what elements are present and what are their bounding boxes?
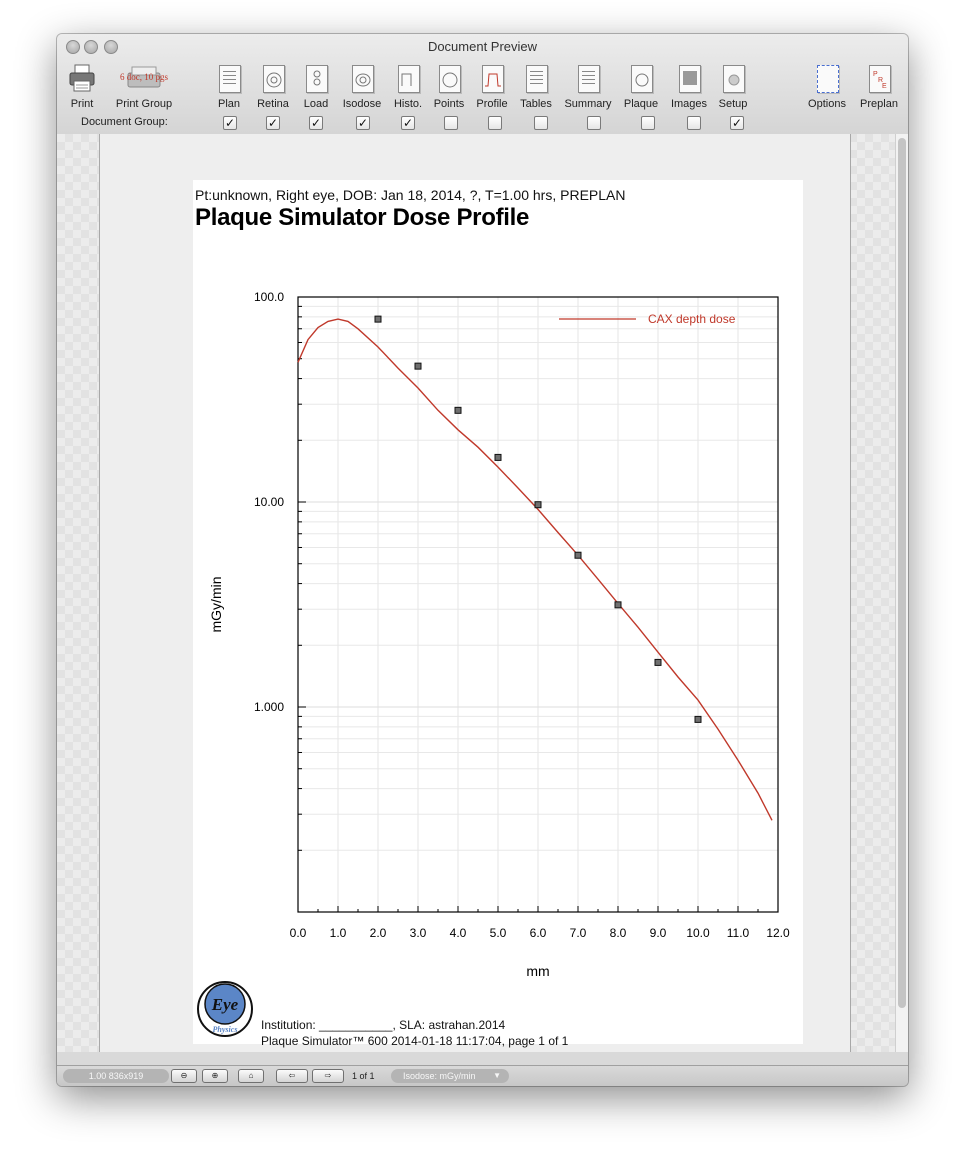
x-tick-label: 8.0 — [609, 926, 627, 940]
svg-text:Eye: Eye — [211, 995, 239, 1014]
print-group-icon — [114, 63, 174, 93]
document-group-label: Document Group: — [81, 116, 168, 128]
group-checkbox-images[interactable] — [687, 116, 701, 130]
x-tick-label: 10.0 — [686, 926, 710, 940]
x-tick-label: 3.0 — [409, 926, 427, 940]
zoom-readout: 1.00 836x919 — [63, 1069, 169, 1083]
retina-document-icon — [259, 63, 287, 93]
preplan-button[interactable]: P R E Preplan — [856, 63, 902, 113]
document-group-bar — [57, 113, 908, 133]
measured-point — [575, 552, 581, 558]
measured-point — [455, 407, 461, 413]
group-checkbox-plaque[interactable] — [641, 116, 655, 130]
print-group-button[interactable]: 6 doc, 10 pgs Print Group — [109, 63, 179, 113]
plaque-document-icon — [627, 63, 655, 93]
toolbar-isodose-button[interactable]: Isodose — [339, 63, 385, 113]
x-tick-label: 1.0 — [329, 926, 347, 940]
group-checkbox-load[interactable]: ✓ — [310, 116, 322, 130]
measured-point — [375, 316, 381, 322]
scrollbar-thumb[interactable] — [898, 138, 906, 1008]
measured-point — [615, 602, 621, 608]
x-tick-label: 4.0 — [449, 926, 467, 940]
page-title: Plaque Simulator Dose Profile — [195, 204, 530, 231]
print-button[interactable]: Print — [65, 63, 99, 113]
x-tick-label: 9.0 — [649, 926, 667, 940]
dose-profile-chart — [193, 180, 803, 980]
previous-page-button[interactable]: ⇦ — [276, 1069, 308, 1083]
preplan-icon — [865, 63, 893, 93]
next-page-button[interactable]: ⇨ — [312, 1069, 344, 1083]
load-document-icon — [302, 63, 330, 93]
zoom-in-button[interactable]: ⊕ — [202, 1069, 228, 1083]
version-footer: Plaque Simulator™ 600 2014-01-18 11:17:04, page 1 of 1 — [261, 1034, 569, 1048]
eye-physics-logo — [196, 980, 254, 1038]
y-tick-label: 100.0 — [253, 290, 284, 304]
page-count: 1 of 1 — [352, 1071, 375, 1081]
group-checkbox-summary[interactable] — [587, 116, 601, 130]
y-axis-label: mGy/min — [208, 576, 224, 633]
toolbar-retina-button[interactable]: Retina — [253, 63, 293, 113]
toolbar-summary-button[interactable]: Summary — [562, 63, 614, 113]
group-checkbox-profile[interactable] — [488, 116, 502, 130]
zoom-out-button[interactable]: ⊖ — [171, 1069, 197, 1083]
group-checkbox-tables[interactable] — [534, 116, 548, 130]
chevron-down-icon: ▼ — [493, 1071, 501, 1080]
group-checkbox-retina[interactable]: ✓ — [267, 116, 279, 130]
x-tick-label: 5.0 — [489, 926, 507, 940]
options-icon — [813, 63, 841, 93]
toolbar-load-button[interactable]: Load — [298, 63, 334, 113]
isodose-document-icon — [348, 63, 376, 93]
x-tick-label: 7.0 — [569, 926, 587, 940]
y-tick-label: 1.000 — [253, 700, 284, 714]
setup-document-icon — [719, 63, 747, 93]
home-button[interactable]: ⌂ — [238, 1069, 264, 1083]
measured-point — [655, 659, 661, 665]
toolbar-points-button[interactable]: Points — [431, 63, 467, 113]
title-bar — [57, 34, 908, 147]
toolbar-images-button[interactable]: Images — [667, 63, 711, 113]
tables-document-icon — [522, 63, 550, 93]
group-checkbox-setup[interactable]: ✓ — [731, 116, 743, 130]
patient-header: Pt:unknown, Right eye, DOB: Jan 18, 2014, ?, T=1.00 hrs, PREPLAN — [195, 187, 626, 203]
isodose-select-value: Isodose: mGy/min — [403, 1071, 476, 1081]
options-button[interactable]: Options — [804, 63, 850, 113]
status-bar — [57, 1065, 908, 1086]
isodose-units-select[interactable] — [391, 1069, 509, 1083]
printer-icon — [68, 63, 96, 93]
toolbar-plaque-button[interactable]: Plaque — [621, 63, 661, 113]
print-group-badge: 6 doc, 10 pgs — [120, 72, 168, 82]
group-checkbox-histo[interactable]: ✓ — [402, 116, 414, 130]
cax-depth-dose-curve — [298, 319, 772, 820]
vertical-scrollbar[interactable] — [895, 134, 908, 1052]
profile-document-icon — [478, 63, 506, 93]
measured-point — [415, 363, 421, 369]
page-area — [99, 134, 851, 1052]
toolbar-plan-button[interactable]: Plan — [211, 63, 247, 113]
x-tick-label: 0.0 — [289, 926, 307, 940]
institution-footer: Institution: ___________, SLA: astrahan.2014 — [261, 1018, 506, 1032]
group-checkbox-isodose[interactable]: ✓ — [357, 116, 369, 130]
measured-point — [495, 454, 501, 460]
measured-point — [695, 716, 701, 722]
images-document-icon — [675, 63, 703, 93]
window-title: Document Preview — [427, 39, 538, 54]
toolbar-setup-button[interactable]: Setup — [715, 63, 751, 113]
x-tick-label: 6.0 — [529, 926, 547, 940]
preview-content-area — [57, 134, 908, 1052]
histogram-document-icon — [394, 63, 422, 93]
svg-text:E: E — [882, 83, 887, 90]
x-axis-label: mm — [526, 963, 550, 979]
toolbar-histo-button[interactable]: Histo. — [390, 63, 426, 113]
plan-document-icon — [215, 63, 243, 93]
toolbar-profile-button[interactable]: Profile — [473, 63, 511, 113]
summary-document-icon — [574, 63, 602, 93]
svg-text:R: R — [878, 77, 884, 84]
x-tick-label: 2.0 — [369, 926, 387, 940]
toolbar-tables-button[interactable]: Tables — [517, 63, 555, 113]
svg-text:P: P — [873, 71, 878, 78]
y-tick-label: 10.00 — [253, 495, 284, 509]
legend-label: CAX depth dose — [648, 312, 736, 326]
group-checkbox-points[interactable] — [444, 116, 458, 130]
x-tick-label: 12.0 — [766, 926, 790, 940]
measured-point — [535, 502, 541, 508]
document-preview-window — [57, 34, 908, 1086]
x-tick-label: 11.0 — [726, 926, 750, 940]
document-page — [193, 180, 803, 1048]
svg-text:Physics: Physics — [212, 1025, 238, 1034]
points-document-icon — [435, 63, 463, 93]
group-checkbox-plan[interactable]: ✓ — [224, 116, 236, 130]
